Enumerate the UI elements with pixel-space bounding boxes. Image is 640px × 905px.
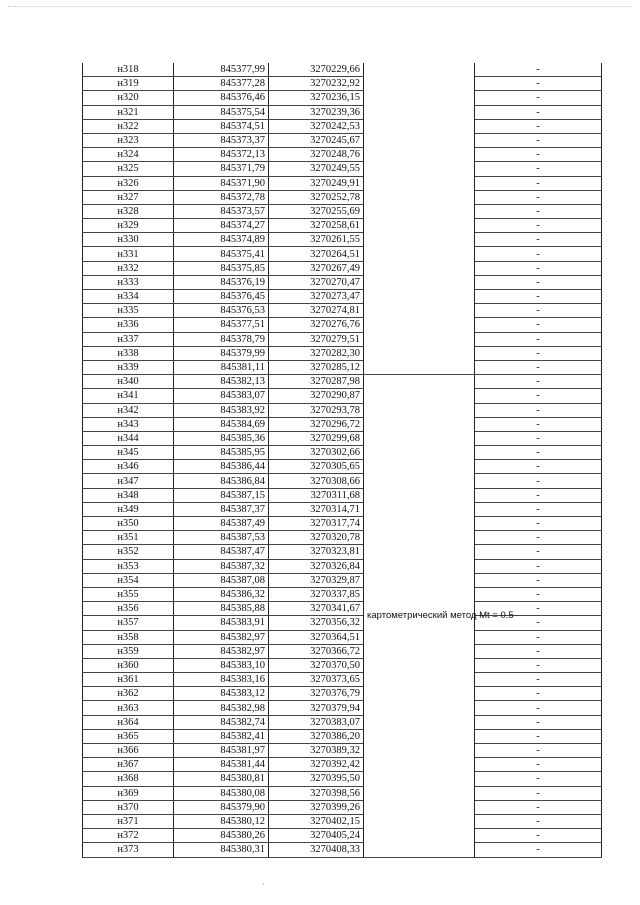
coordinate-y: 3270305,65 (269, 460, 364, 474)
point-number: н342 (83, 403, 174, 417)
precision-value: - (475, 488, 602, 502)
coordinate-y: 3270320,78 (269, 531, 364, 545)
precision-value: - (475, 332, 602, 346)
coordinate-x: 845371,79 (174, 162, 269, 176)
coordinate-y: 3270302,66 (269, 446, 364, 460)
table-row (83, 204, 602, 218)
precision-value: - (475, 786, 602, 800)
table-row (83, 63, 602, 77)
table-row (83, 616, 602, 630)
table-row (83, 332, 602, 346)
table-row (83, 431, 602, 445)
point-number: н319 (83, 77, 174, 91)
coordinate-y: 3270296,72 (269, 417, 364, 431)
coordinate-x: 845382,41 (174, 729, 269, 743)
point-number: н345 (83, 446, 174, 460)
table-row (83, 290, 602, 304)
precision-value: - (475, 360, 602, 374)
coordinate-x: 845377,99 (174, 63, 269, 77)
coordinate-y: 3270337,85 (269, 587, 364, 601)
coordinate-x: 845373,57 (174, 204, 269, 218)
precision-value: - (475, 375, 602, 389)
precision-value: - (475, 446, 602, 460)
table-row (83, 602, 602, 616)
precision-value: - (475, 460, 602, 474)
table-row (83, 829, 602, 843)
table-row (83, 729, 602, 743)
table-row (83, 673, 602, 687)
coordinate-y: 3270311,68 (269, 488, 364, 502)
precision-value: - (475, 573, 602, 587)
point-number: н370 (83, 800, 174, 814)
coordinate-x: 845379,99 (174, 346, 269, 360)
point-number: н356 (83, 602, 174, 616)
precision-value: - (475, 758, 602, 772)
coordinate-x: 845380,08 (174, 786, 269, 800)
point-number: н359 (83, 644, 174, 658)
table-row (83, 375, 602, 389)
coordinate-y: 3270329,87 (269, 573, 364, 587)
precision-value: - (475, 318, 602, 332)
coordinate-x: 845382,97 (174, 630, 269, 644)
point-number: н346 (83, 460, 174, 474)
precision-value: - (475, 644, 602, 658)
point-number: н332 (83, 261, 174, 275)
coordinate-x: 845385,88 (174, 602, 269, 616)
point-number: н325 (83, 162, 174, 176)
coordinate-y: 3270255,69 (269, 204, 364, 218)
coordinate-y: 3270366,72 (269, 644, 364, 658)
point-number: н363 (83, 701, 174, 715)
point-number: н368 (83, 772, 174, 786)
coordinate-x: 845387,15 (174, 488, 269, 502)
precision-value: - (475, 531, 602, 545)
point-number: н339 (83, 360, 174, 374)
coordinate-y: 3270314,71 (269, 502, 364, 516)
coordinate-y: 3270356,32 (269, 616, 364, 630)
precision-value: - (475, 587, 602, 601)
point-number: н344 (83, 431, 174, 445)
coordinate-x: 845386,32 (174, 587, 269, 601)
point-number: н330 (83, 233, 174, 247)
table-row (83, 304, 602, 318)
precision-value: - (475, 105, 602, 119)
table-row (83, 502, 602, 516)
coordinate-y: 3270389,32 (269, 744, 364, 758)
coordinate-x: 845374,89 (174, 233, 269, 247)
point-number: н327 (83, 190, 174, 204)
point-number: н358 (83, 630, 174, 644)
point-number: н361 (83, 673, 174, 687)
coordinate-y: 3270398,56 (269, 786, 364, 800)
table-row (83, 517, 602, 531)
coordinate-y: 3270252,78 (269, 190, 364, 204)
coordinate-x: 845372,13 (174, 148, 269, 162)
coordinate-y: 3270383,07 (269, 715, 364, 729)
point-number: н336 (83, 318, 174, 332)
table-row (83, 744, 602, 758)
coordinates-table-body (83, 63, 602, 857)
coordinate-x: 845382,97 (174, 644, 269, 658)
coordinate-y: 3270264,51 (269, 247, 364, 261)
point-number: н366 (83, 744, 174, 758)
point-number: н318 (83, 63, 174, 77)
precision-value: - (475, 673, 602, 687)
coordinate-x: 845377,51 (174, 318, 269, 332)
precision-value: - (475, 772, 602, 786)
table-row (83, 446, 602, 460)
method-cell (364, 63, 475, 375)
precision-value: - (475, 517, 602, 531)
table-row (83, 630, 602, 644)
coordinate-y: 3270373,65 (269, 673, 364, 687)
coordinate-y: 3270267,49 (269, 261, 364, 275)
coordinate-y: 3270270,47 (269, 275, 364, 289)
coordinate-x: 845375,41 (174, 247, 269, 261)
table-row (83, 545, 602, 559)
coordinate-y: 3270287,98 (269, 375, 364, 389)
point-number: н367 (83, 758, 174, 772)
coordinate-y: 3270249,55 (269, 162, 364, 176)
table-row (83, 644, 602, 658)
precision-value: - (475, 389, 602, 403)
point-number: н321 (83, 105, 174, 119)
coordinate-y: 3270405,24 (269, 829, 364, 843)
point-number: н355 (83, 587, 174, 601)
table-row (83, 715, 602, 729)
coordinate-y: 3270376,79 (269, 687, 364, 701)
coordinate-x: 845382,98 (174, 701, 269, 715)
coordinate-x: 845383,91 (174, 616, 269, 630)
coordinate-y: 3270248,76 (269, 148, 364, 162)
point-number: н372 (83, 829, 174, 843)
table-row (83, 587, 602, 601)
precision-value: - (475, 701, 602, 715)
coordinate-y: 3270399,26 (269, 800, 364, 814)
coordinate-x: 845374,51 (174, 119, 269, 133)
table-row (83, 346, 602, 360)
coordinate-x: 845383,10 (174, 658, 269, 672)
coordinate-y: 3270323,81 (269, 545, 364, 559)
coordinate-y: 3270245,67 (269, 133, 364, 147)
precision-value: - (475, 63, 602, 77)
point-number: н338 (83, 346, 174, 360)
table-row (83, 814, 602, 828)
coordinate-y: 3270341,67 (269, 602, 364, 616)
table-row (83, 403, 602, 417)
coordinate-x: 845381,97 (174, 744, 269, 758)
coordinate-y: 3270236,15 (269, 91, 364, 105)
coordinate-y: 3270402,15 (269, 814, 364, 828)
table-row (83, 261, 602, 275)
table-row (83, 275, 602, 289)
coordinate-y: 3270392,42 (269, 758, 364, 772)
table-row (83, 389, 602, 403)
table-row (83, 77, 602, 91)
coordinate-x: 845380,31 (174, 843, 269, 857)
point-number: н328 (83, 204, 174, 218)
point-number: н323 (83, 133, 174, 147)
precision-value: - (475, 346, 602, 360)
precision-value: - (475, 133, 602, 147)
coordinate-x: 845383,12 (174, 687, 269, 701)
point-number: н357 (83, 616, 174, 630)
precision-value: - (475, 148, 602, 162)
coordinate-x: 845387,49 (174, 517, 269, 531)
point-number: н324 (83, 148, 174, 162)
table-row (83, 176, 602, 190)
coordinate-x: 845380,26 (174, 829, 269, 843)
table-row (83, 162, 602, 176)
table-row (83, 119, 602, 133)
coordinate-y: 3270364,51 (269, 630, 364, 644)
scan-header-artifact (8, 6, 632, 15)
point-number: н337 (83, 332, 174, 346)
coordinate-x: 845371,90 (174, 176, 269, 190)
coordinate-y: 3270299,68 (269, 431, 364, 445)
table-row (83, 843, 602, 857)
table-row (83, 360, 602, 374)
point-number: н352 (83, 545, 174, 559)
precision-value: - (475, 502, 602, 516)
point-number: н326 (83, 176, 174, 190)
precision-value: - (475, 91, 602, 105)
precision-value: - (475, 219, 602, 233)
precision-value: - (475, 800, 602, 814)
point-number: н353 (83, 559, 174, 573)
coordinate-x: 845376,53 (174, 304, 269, 318)
table-row (83, 488, 602, 502)
table-row (83, 772, 602, 786)
table-row (83, 658, 602, 672)
coordinate-y: 3270261,55 (269, 233, 364, 247)
coordinate-x: 845387,08 (174, 573, 269, 587)
scan-footer-dot: · (262, 880, 265, 889)
point-number: н334 (83, 290, 174, 304)
table-row (83, 233, 602, 247)
coordinate-x: 845382,13 (174, 375, 269, 389)
precision-value: - (475, 304, 602, 318)
coordinate-x: 845387,53 (174, 531, 269, 545)
table-row (83, 701, 602, 715)
coordinate-x: 845381,11 (174, 360, 269, 374)
precision-value: - (475, 417, 602, 431)
point-number: н369 (83, 786, 174, 800)
table-row (83, 91, 602, 105)
coordinate-x: 845383,07 (174, 389, 269, 403)
coordinate-x: 845377,28 (174, 77, 269, 91)
coordinate-x: 845376,46 (174, 91, 269, 105)
coordinate-x: 845385,36 (174, 431, 269, 445)
point-number: н331 (83, 247, 174, 261)
coordinate-y: 3270274,81 (269, 304, 364, 318)
point-number: н364 (83, 715, 174, 729)
table-row (83, 573, 602, 587)
coordinate-y: 3270370,50 (269, 658, 364, 672)
precision-value: - (475, 247, 602, 261)
precision-value: - (475, 559, 602, 573)
table-row (83, 247, 602, 261)
coordinate-x: 845387,47 (174, 545, 269, 559)
coordinate-y: 3270242,53 (269, 119, 364, 133)
precision-value: - (475, 190, 602, 204)
coordinate-x: 845376,45 (174, 290, 269, 304)
point-number: н329 (83, 219, 174, 233)
precision-value: - (475, 729, 602, 743)
precision-value: - (475, 545, 602, 559)
coordinate-x: 845380,81 (174, 772, 269, 786)
precision-value: - (475, 119, 602, 133)
point-number: н349 (83, 502, 174, 516)
precision-value: - (475, 814, 602, 828)
precision-value: - (475, 616, 602, 630)
coordinate-y: 3270258,61 (269, 219, 364, 233)
coordinate-y: 3270239,36 (269, 105, 364, 119)
coordinate-y: 3270282,30 (269, 346, 364, 360)
precision-value: - (475, 204, 602, 218)
point-number: н354 (83, 573, 174, 587)
coordinate-x: 845385,95 (174, 446, 269, 460)
coordinate-x: 845383,92 (174, 403, 269, 417)
table-row (83, 219, 602, 233)
precision-value: - (475, 233, 602, 247)
point-number: н350 (83, 517, 174, 531)
precision-value: - (475, 290, 602, 304)
table-row (83, 800, 602, 814)
coordinate-x: 845382,74 (174, 715, 269, 729)
coordinate-x: 845383,16 (174, 673, 269, 687)
coordinate-x: 845373,37 (174, 133, 269, 147)
table-row (83, 318, 602, 332)
table-row (83, 148, 602, 162)
precision-value: - (475, 744, 602, 758)
coordinate-x: 845374,27 (174, 219, 269, 233)
point-number: н343 (83, 417, 174, 431)
coordinate-y: 3270317,74 (269, 517, 364, 531)
coordinate-x: 845379,90 (174, 800, 269, 814)
coordinate-y: 3270273,47 (269, 290, 364, 304)
point-number: н322 (83, 119, 174, 133)
coordinates-table (82, 63, 602, 858)
point-number: н333 (83, 275, 174, 289)
table-row (83, 474, 602, 488)
coordinate-y: 3270276,76 (269, 318, 364, 332)
point-number: н320 (83, 91, 174, 105)
coordinate-x: 845386,84 (174, 474, 269, 488)
precision-value: - (475, 403, 602, 417)
point-number: н348 (83, 488, 174, 502)
coordinate-y: 3270379,94 (269, 701, 364, 715)
precision-value: - (475, 630, 602, 644)
precision-value: - (475, 275, 602, 289)
coordinate-y: 3270395,50 (269, 772, 364, 786)
precision-value: - (475, 261, 602, 275)
coordinate-x: 845376,19 (174, 275, 269, 289)
coordinate-x: 845384,69 (174, 417, 269, 431)
precision-value: - (475, 658, 602, 672)
precision-value: - (475, 602, 602, 616)
coordinate-y: 3270326,84 (269, 559, 364, 573)
coordinate-x: 845372,78 (174, 190, 269, 204)
coordinate-y: 3270386,20 (269, 729, 364, 743)
coordinate-x: 845387,37 (174, 502, 269, 516)
table-row (83, 531, 602, 545)
table-row (83, 105, 602, 119)
table-row (83, 190, 602, 204)
coordinate-y: 3270285,12 (269, 360, 364, 374)
table-row (83, 786, 602, 800)
point-number: н335 (83, 304, 174, 318)
point-number: н360 (83, 658, 174, 672)
table-row (83, 417, 602, 431)
coordinate-x: 845375,85 (174, 261, 269, 275)
precision-value: - (475, 162, 602, 176)
precision-value: - (475, 77, 602, 91)
table-row (83, 133, 602, 147)
point-number: н362 (83, 687, 174, 701)
coordinate-x: 845380,12 (174, 814, 269, 828)
point-number: н371 (83, 814, 174, 828)
coordinate-y: 3270249,91 (269, 176, 364, 190)
precision-value: - (475, 687, 602, 701)
coordinate-x: 845375,54 (174, 105, 269, 119)
coordinate-y: 3270229,66 (269, 63, 364, 77)
coordinate-y: 3270279,51 (269, 332, 364, 346)
table-row (83, 559, 602, 573)
precision-value: - (475, 829, 602, 843)
precision-value: - (475, 176, 602, 190)
coordinate-y: 3270408,33 (269, 843, 364, 857)
point-number: н373 (83, 843, 174, 857)
precision-value: - (475, 843, 602, 857)
coordinate-y: 3270232,92 (269, 77, 364, 91)
precision-value: - (475, 431, 602, 445)
point-number: н351 (83, 531, 174, 545)
coordinate-x: 845378,79 (174, 332, 269, 346)
table-row (83, 460, 602, 474)
coordinate-y: 3270293,78 (269, 403, 364, 417)
table-row (83, 687, 602, 701)
point-number: н340 (83, 375, 174, 389)
method-cell: картометрический метод Mt = 0.5 (364, 375, 475, 857)
point-number: н341 (83, 389, 174, 403)
coordinate-x: 845381,44 (174, 758, 269, 772)
coordinate-y: 3270290,87 (269, 389, 364, 403)
coordinate-y: 3270308,66 (269, 474, 364, 488)
precision-value: - (475, 474, 602, 488)
coordinate-x: 845387,32 (174, 559, 269, 573)
coordinate-x: 845386,44 (174, 460, 269, 474)
point-number: н347 (83, 474, 174, 488)
table-row (83, 758, 602, 772)
point-number: н365 (83, 729, 174, 743)
precision-value: - (475, 715, 602, 729)
